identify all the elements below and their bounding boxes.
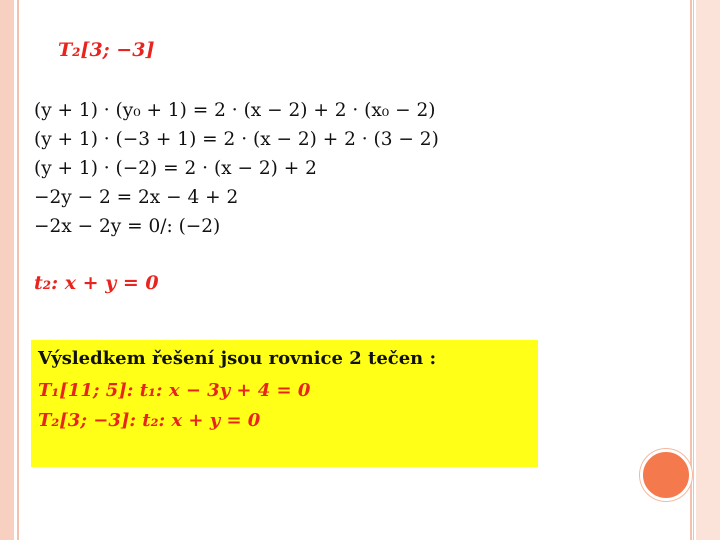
result-box: [31, 340, 538, 467]
equation-line: (y + 1) · (y₀ + 1) = 2 · (x − 2) + 2 · (x₀ − 2): [34, 100, 436, 121]
slide-heading: T₂[3; −3]: [58, 39, 155, 61]
slide-frame-right-band: [696, 0, 720, 540]
result-tangent-1: T₁[11; 5]: t₁: x − 3y + 4 = 0: [38, 380, 311, 401]
tangent-equation: t₂: x + y = 0: [34, 272, 159, 294]
slide-frame-left: [0, 0, 14, 540]
equation-line: (y + 1) · (−2) = 2 · (x − 2) + 2: [34, 158, 317, 179]
equation-line: −2y − 2 = 2x − 4 + 2: [34, 187, 239, 208]
decorative-circle: [640, 449, 692, 501]
equation-line: (y + 1) · (−3 + 1) = 2 · (x − 2) + 2 · (3 − 2): [34, 129, 439, 150]
result-title: Výsledkem řešení jsou rovnice 2 tečen :: [38, 348, 437, 369]
slide-frame-right-line: [690, 0, 692, 540]
slide-frame-left-line: [17, 0, 19, 540]
slide-frame-right-line-inner: [693, 0, 694, 540]
equation-line: −2x − 2y = 0/: (−2): [34, 216, 221, 237]
equation-block: [34, 96, 439, 241]
result-tangent-2: T₂[3; −3]: t₂: x + y = 0: [38, 410, 261, 431]
